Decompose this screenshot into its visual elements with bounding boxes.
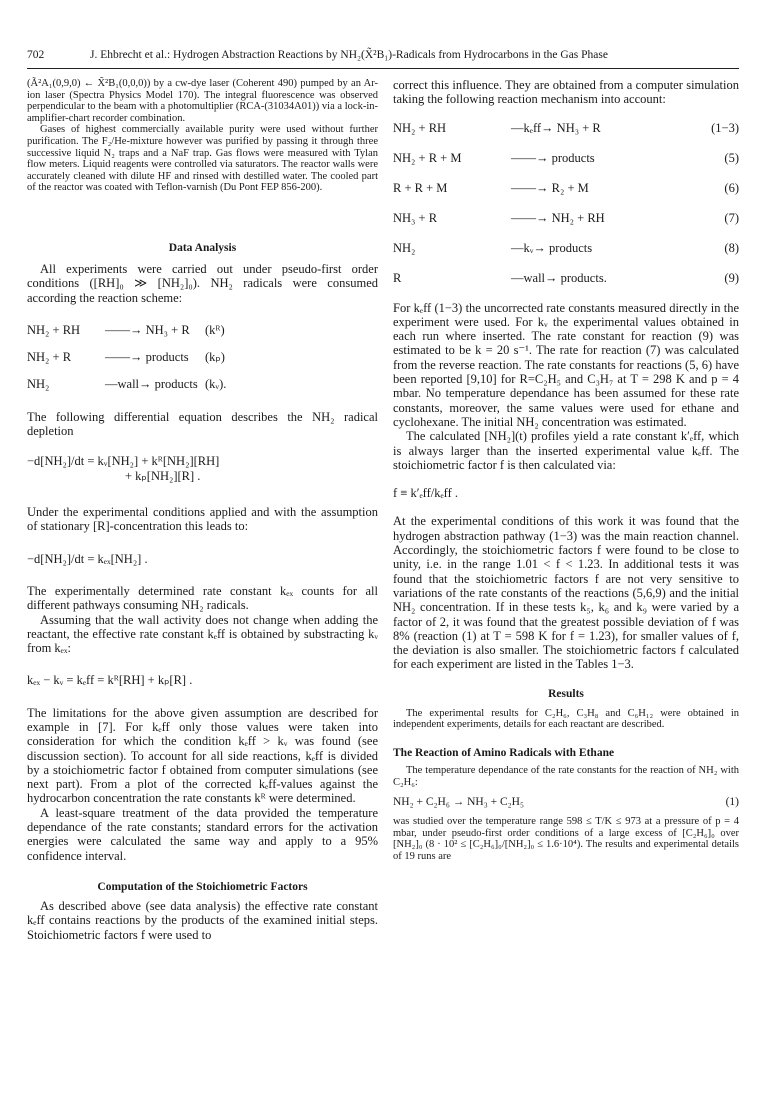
experimental-paragraph-2: Gases of highest commercially available purity were used without further purification. The F₂/He-mixture however was purified by passing it through three successive liquid N₂ traps and a NaF trap. Gas flows were measured with Tylan flow meters. Liquid reagents were controlled via saturators. The reactor walls were accurately cleaned with dilute HF and rinsed with destilled water. The cooled part of the reactor was coated with Teflon-varnish (Du Pont FEP 856-200).: [27, 124, 378, 194]
data-analysis-paragraph-2: The following differential equation describes the NH₂ radical depletion: [27, 409, 378, 439]
ethane-paragraph-1: The temperature dependance of the rate constants for the reaction of NH₂ with C₂H₆:: [393, 764, 739, 788]
reaction-mechanism: [393, 113, 739, 293]
mechanism-row-6-number: (9): [724, 270, 739, 285]
stoichiometric-paragraph: As described above (see data analysis) the effective rate constant kₑff contains reactions by the products of the examined initial steps. Stoichiometric factors f were used to: [27, 898, 378, 942]
scheme-row-2-arrow: ——→ products: [105, 349, 189, 364]
scheme-row-3-rate: (kᵥ).: [205, 376, 227, 391]
equation-differential: −d[NH₂]/dt = kᵥ[NH₂] + kᴿ[NH₂][RH]: [27, 454, 220, 469]
mechanism-paragraph-2: The calculated [NH₂](t) profiles yield a rate constant k′ₑff, which is always larger than the inserted experimental value kₑff. The stoichiometric factor f is then calculated via:: [393, 429, 739, 472]
mechanism-row-3-number: (6): [724, 180, 739, 195]
reaction-scheme: [27, 317, 378, 398]
mechanism-row-2-number: (5): [724, 150, 739, 165]
equation-stoichiometric-factor: f ≡ k′ₑff/kₑff .: [393, 486, 459, 501]
data-analysis-paragraph-3: Under the experimental conditions applied and with the assumption of stationary [R]-concentration this leads to:: [27, 505, 378, 534]
scheme-row-3-arrow: —wall→ products: [105, 376, 198, 391]
scheme-row-1-rate: (kᴿ): [205, 322, 225, 337]
subsection-heading-ethane: The Reaction of Amino Radicals with Ethane: [393, 746, 615, 759]
section-heading-results: Results: [548, 687, 584, 700]
mechanism-row-2-arrow: ——→ products: [511, 150, 595, 165]
mechanism-row-4-number: (7): [724, 210, 739, 225]
results-intro: The experimental results for C₂H₆, C₃H₈ and C₆H₁₂ were obtained in independent experiments, details for each reactant are described.: [393, 707, 739, 731]
equation-ethane-number: (1): [725, 796, 739, 809]
stoichiometric-results-paragraph: At the experimental conditions of this work it was found that the hydrogen abstraction pathway (1−3) was the main reaction channel. Accordingly, the stoichiometric factors f were found to be close to unity, i.e. in the range 1.01 < f < 1.23. In additional tests it was found that the stoichiometric factors f are not very sensitive to variations of the rate constants of the reactions (5,6,9) and the initial NH₂ concentration. If in these tests k₅, k₆ and k₉ were varied by a factor of 2, it was found that the greatest possible deviation of f was 8% (reaction (1) at T = 598 K for f = 1.23), for smaller values of f, the deviation is also smaller. The stoichiometric factors f calculated for each experiment are listed in the Tables 1−3.: [393, 514, 739, 672]
experimental-paragraph-1: (Ã²A₁(0,9,0) ← X̃²B₁(0,0,0)) by a cw-dye laser (Coherent 490) pumped by an Ar-ion laser (Spectra Physics Model 170). The integral fluorescence was observed perpendicular to the beam with a photomultiplier (RCA-(31034A01)) via a lock-in-amplifier-chart recorder combination.: [27, 78, 378, 124]
page-number: 702: [27, 49, 45, 61]
right-column: [393, 78, 739, 862]
mechanism-row-5-lhs: NH₂: [393, 240, 416, 255]
running-title: J. Ehbrecht et al.: Hydrogen Abstraction Reactions by NH₂(X̃²B₁)-Radicals from Hydrocarbons in the Gas Phase: [90, 49, 608, 61]
equation-effective-rate: kₑₓ − kᵥ = kₑff = kᴿ[RH] + kₚ[R] .: [27, 673, 193, 688]
mechanism-row-1-number: (1−3): [711, 120, 739, 135]
equation-ethane-reaction: NH₂ + C₂H₆ → NH₃ + C₂H₅: [393, 796, 524, 809]
data-analysis-paragraph-4: The experimentally determined rate constant kₑₓ counts for all different pathways consuming NH₂ radicals.: [27, 583, 378, 613]
data-analysis-paragraph-7: A least-square treatment of the data provided the temperature dependance of the rate constants; standard errors for the activation energies were calculated the same way and apply to a 95% confidence interval.: [27, 805, 378, 863]
mechanism-row-6-arrow: —wall→ products.: [511, 270, 607, 285]
equation-ethane-reaction-row: [393, 796, 739, 808]
header-rule: [27, 68, 739, 69]
mechanism-row-3-lhs: R + R + M: [393, 180, 448, 195]
mechanism-row-5-number: (8): [724, 240, 739, 255]
scheme-row-1-arrow: ——→ NH₃ + R: [105, 322, 190, 337]
equation-differential-continued: + kₚ[NH₂][R] .: [125, 468, 201, 483]
section-heading-data-analysis: Data Analysis: [168, 241, 237, 254]
mechanism-row-6-lhs: R: [393, 270, 402, 285]
mechanism-row-2-lhs: NH₂ + R + M: [393, 150, 462, 165]
equation-stationary: −d[NH₂]/dt = kₑₓ[NH₂] .: [27, 551, 148, 566]
ethane-paragraph-2: was studied over the temperature range 598 ≤ T/K ≤ 973 at a pressure of p = 4 mbar, under pseudo-first order conditions of a large excess of [C₂H₆]₀ over [NH₂]₀ (8 · 10² ≤ [C₂H₆]₀/[NH₂]₀ ≤ 1.6·10⁴). The results and experimental details of 19 runs are: [393, 816, 739, 862]
mechanism-row-1-arrow: —kₑff→ NH₃ + R: [511, 120, 601, 135]
scheme-row-2-rate: (kₚ): [205, 349, 225, 364]
mechanism-row-1-lhs: NH₂ + RH: [393, 120, 447, 135]
mechanism-intro: correct this influence. They are obtained from a computer simulation taking the following reaction mechanism into account:: [393, 78, 739, 107]
section-heading-stoichiometric: Computation of the Stoichiometric Factors: [97, 880, 308, 893]
mechanism-row-4-arrow: ——→ NH₂ + RH: [511, 210, 605, 225]
data-analysis-paragraph-6: The limitations for the above given assumption are described for example in [7]. For kₑff only those values were taken into consideration for which the condition kₑff > kᵥ was found (see discussion section). To account for all side reactions, kₑff is divided by a stoichiometric factor f obtained from computer simulations (see next part). From a plot of the corrected kₑff-values against the hydrocarbon concentration the rate constants kᴿ were determined.: [27, 705, 378, 806]
mechanism-row-5-arrow: —kᵥ→ products: [511, 240, 593, 255]
mechanism-row-4-lhs: NH₃ + R: [393, 210, 438, 225]
data-analysis-paragraph-5: Assuming that the wall activity does not change when adding the reactant, the effective rate constant kₑff is obtained by substracting kᵥ from kₑₓ:: [27, 612, 378, 656]
left-column: [27, 78, 378, 942]
data-analysis-paragraph-1: All experiments were carried out under pseudo-first order conditions ([RH]₀ ≫ [NH₂]₀). NH₂ radicals were consumed according the reaction scheme:: [27, 261, 378, 305]
scheme-row-3-lhs: NH₂: [27, 376, 50, 391]
scheme-row-2-lhs: NH₂ + R: [27, 349, 72, 364]
scheme-row-1-lhs: NH₂ + RH: [27, 322, 81, 337]
mechanism-paragraph-1: For kₑff (1−3) the uncorrected rate constants measured directly in the experiment were used. For kᵥ the experimental values obtained in each run where inserted. The rate constant for reaction (9) was estimated to be k = 20 s⁻¹. The rate for reaction (7) was calculated from the reverse reaction. The rate constants for reactions (5, 6) have been reported [9,10] for R=C₂H₅ and C₃H₇ at T = 298 K and p = 4 mbar. No temperature dependance has been assumed for these rate constants, moreover, the same values were used for ethane and cyclohexane. The initial NH₂ concentration was estimated.: [393, 300, 739, 429]
mechanism-row-3-arrow: ——→ R₂ + M: [511, 180, 589, 195]
